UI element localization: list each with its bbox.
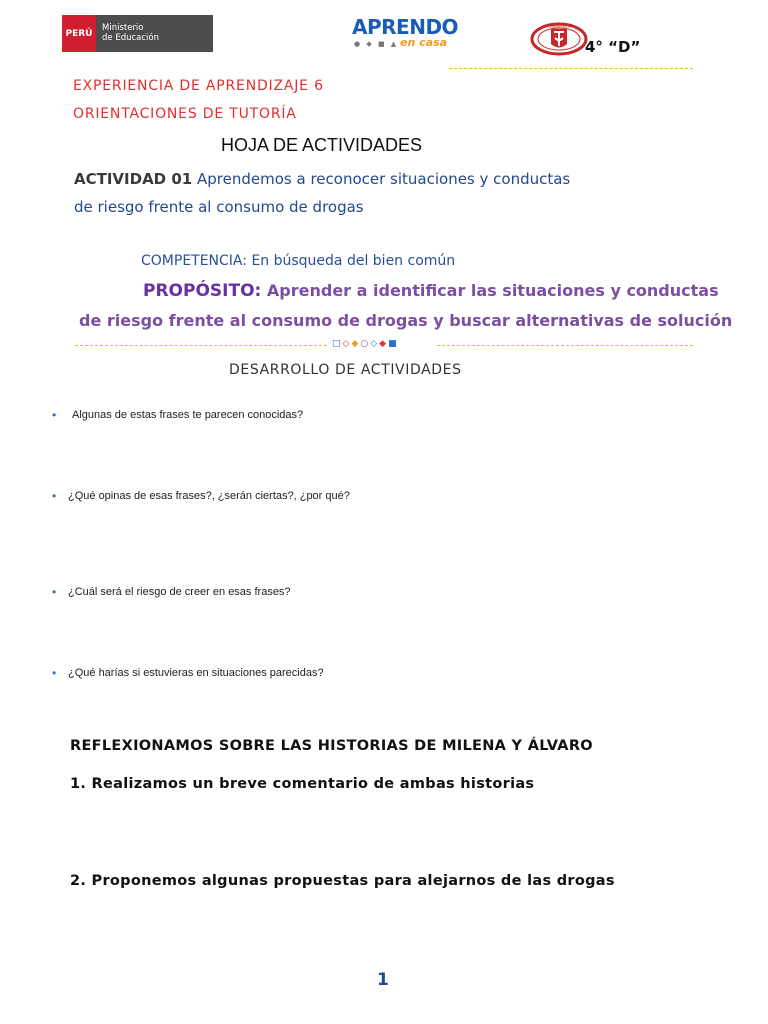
competence-line <box>141 253 455 269</box>
school-shield-icon <box>530 22 588 56</box>
activity-label: ACTIVIDAD 01 <box>74 170 193 188</box>
competence-label: COMPETENCIA: <box>141 253 247 269</box>
bullet-icon: • <box>52 666 57 680</box>
reflection-title: REFLEXIONAMOS SOBRE LAS HISTORIAS DE MILENA Y ÁLVARO <box>70 738 593 754</box>
aprendo-title: APRENDO <box>352 15 459 39</box>
header-divider-spacer <box>60 68 140 69</box>
question-text: ¿Qué harías si estuvieras en situaciones parecidas? <box>68 667 324 679</box>
purpose-line-1 <box>143 281 719 301</box>
activity-title-part-2: de riesgo frente al consumo de drogas <box>74 198 364 216</box>
school-badge-text: CAJAMARCA <box>547 24 571 29</box>
question-text: ¿Cuál será el riesgo de creer en esas frases? <box>68 586 291 598</box>
grade-section: 4° “D” <box>585 38 641 56</box>
bullet-icon: • <box>52 489 57 503</box>
header-divider-right <box>449 68 693 69</box>
question-item <box>52 585 291 599</box>
decorative-shapes-icon: □◇◆○◇◆■ <box>332 339 399 349</box>
experience-title: EXPERIENCIA DE APRENDIZAJE 6 <box>73 78 324 94</box>
ministry-line-1: Ministerio <box>102 23 144 33</box>
aprendo-en-casa-logo <box>352 16 464 56</box>
development-title: DESARROLLO DE ACTIVIDADES <box>229 362 462 378</box>
question-text: Algunas de estas frases te parecen conocidas? <box>72 409 304 421</box>
sheet-title: HOJA DE ACTIVIDADES <box>221 135 423 155</box>
question-item <box>52 408 303 422</box>
bullet-icon: • <box>52 585 57 599</box>
page-number: 1 <box>377 970 389 990</box>
competence-text: En búsqueda del bien común <box>251 253 456 269</box>
peru-label: PERÚ <box>62 15 96 52</box>
reflection-item-1: 1. Realizamos un breve comentario de ambas historias <box>70 776 535 792</box>
reflection-item-2: 2. Proponemos algunas propuestas para alejarnos de las drogas <box>70 873 615 889</box>
question-item <box>52 489 350 503</box>
question-text: ¿Qué opinas de esas frases?, ¿serán ciertas?, ¿por qué? <box>68 490 350 502</box>
orientation-title: ORIENTACIONES DE TUTORÍA <box>73 106 297 122</box>
purpose-label: PROPÓSITO: <box>143 281 262 301</box>
minedu-logo <box>62 15 213 52</box>
section-divider-left <box>75 345 327 346</box>
purpose-text-1: Aprender a identificar las situaciones y conductas <box>266 281 719 300</box>
bullet-icon: • <box>52 408 57 422</box>
question-item <box>52 666 324 680</box>
purpose-text-2: de riesgo frente al consumo de drogas y buscar alternativas de solución <box>79 311 733 330</box>
activity-title-part-1: Aprendemos a reconocer situaciones y conductas <box>197 170 571 188</box>
activity-line-1 <box>74 170 570 188</box>
aprendo-subtitle: en casa <box>400 36 448 49</box>
aprendo-dots-icon: ● ◆ ■ ▲ <box>354 40 399 48</box>
ministry-line-2: de Educación <box>102 33 159 43</box>
section-divider-right <box>437 345 693 346</box>
ministry-name <box>96 15 213 52</box>
